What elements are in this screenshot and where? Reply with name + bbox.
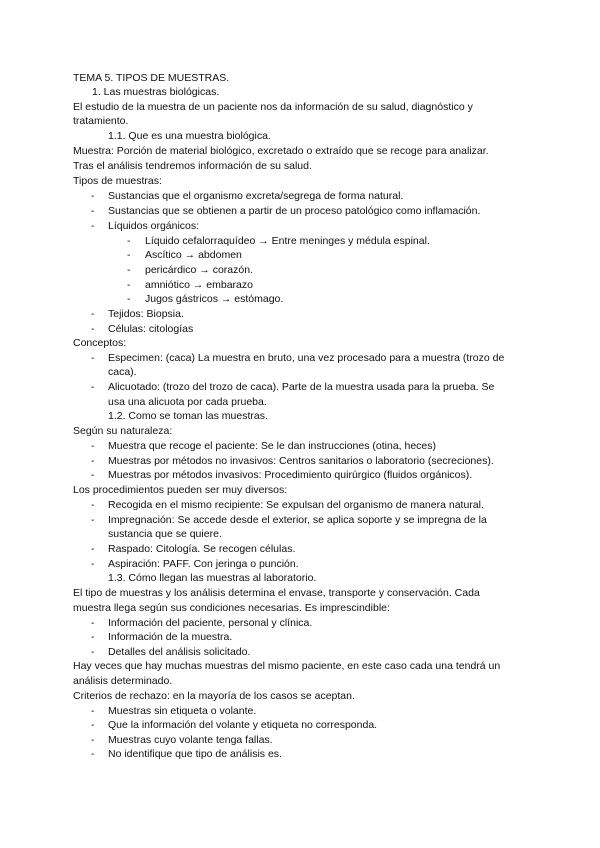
- subsection-heading-1-3: 1.3. Cómo llegan las muestras al laboratorio.: [108, 572, 317, 584]
- list-item: Impregnación: Se accede desde el exterior, se aplica soporte y se impregna de la: [108, 514, 487, 526]
- nested-list-item: Ascítico → abdomen: [145, 249, 242, 261]
- nested-list-item: pericárdico → corazón.: [145, 264, 253, 276]
- bullet-dash: -: [91, 734, 95, 746]
- list-item: Especimen: (caca) La muestra en bruto, una vez procesado para a muestra (trozo de: [108, 352, 505, 364]
- paragraph-line: El tipo de muestras y los análisis determina el envase, transporte y conservación. Cada: [73, 587, 480, 599]
- bullet-dash: -: [91, 631, 95, 643]
- list-item: Muestras sin etiqueta o volante.: [108, 705, 257, 717]
- bullet-dash: -: [91, 205, 95, 217]
- list-item: Muestra que recoge el paciente: Se le dan instrucciones (otina, heces): [108, 440, 437, 452]
- bullet-dash: -: [127, 279, 131, 291]
- list-item: Raspado: Citología. Se recogen células.: [108, 543, 296, 555]
- list-item: Líquidos orgánicos:: [108, 220, 200, 232]
- nested-list-item: Líquido cefalorraquídeo → Entre meninges y médula espinal.: [145, 235, 430, 247]
- subsection-heading-1-1: 1.1. Que es una muestra biológica.: [108, 130, 271, 142]
- bullet-dash: -: [91, 381, 95, 393]
- bullet-dash: -: [91, 308, 95, 320]
- paragraph-line: Hay veces que hay muchas muestras del mismo paciente, en este caso cada una tendrá un: [73, 660, 501, 672]
- bullet-dash: -: [91, 352, 95, 364]
- list-item: Muestras por métodos no invasivos: Centros sanitarios o laboratorio (secreciones).: [108, 455, 494, 467]
- bullet-dash: -: [91, 514, 95, 526]
- document-title: TEMA 5. TIPOS DE MUESTRAS.: [73, 72, 230, 84]
- list-item: Muestras por métodos invasivos: Procedimiento quirúrgico (fluidos orgánicos).: [108, 469, 473, 481]
- bullet-dash: -: [91, 646, 95, 658]
- list-item: Sustancias que se obtienen a partir de un proceso patológico como inflamación.: [108, 205, 481, 217]
- list-item-continuation: usa una alicuota por cada prueba.: [108, 396, 267, 408]
- list-item: Información de la muestra.: [108, 631, 233, 643]
- bullet-dash: -: [127, 235, 131, 247]
- bullet-dash: -: [91, 543, 95, 555]
- bullet-dash: -: [91, 719, 95, 731]
- bullet-dash: -: [91, 220, 95, 232]
- bullet-dash: -: [91, 440, 95, 452]
- bullet-dash: -: [91, 469, 95, 481]
- section-heading-1: 1. Las muestras biológicas.: [92, 86, 220, 98]
- list-item-continuation: sustancia que se quiere.: [108, 528, 222, 540]
- bullet-dash: -: [91, 190, 95, 202]
- list-item: Detalles del análisis solicitado.: [108, 646, 251, 658]
- paragraph-line: muestra llega según sus condiciones necesarias. Es imprescindible:: [73, 602, 390, 614]
- list-heading: Criterios de rechazo: en la mayoría de los casos se aceptan.: [73, 690, 355, 702]
- bullet-dash: -: [127, 249, 131, 261]
- paragraph-line: análisis determinado.: [73, 675, 173, 687]
- list-item: Recogida en el mismo recipiente: Se expulsan del organismo de manera natural.: [108, 499, 484, 511]
- bullet-dash: -: [91, 617, 95, 629]
- bullet-dash: -: [91, 455, 95, 467]
- bullet-dash: -: [91, 499, 95, 511]
- nested-list-item: amniótico → embarazo: [145, 279, 253, 291]
- bullet-dash: -: [91, 558, 95, 570]
- list-item: Células: citologías: [108, 323, 194, 335]
- list-item: Alicuotado: (trozo del trozo de caca). Parte de la muestra usada para la prueba. Se: [108, 381, 495, 393]
- list-item: Muestras cuyo volante tenga fallas.: [108, 734, 273, 746]
- subsection-heading-1-2: 1.2. Como se toman las muestras.: [108, 410, 268, 422]
- paragraph-line: El estudio de la muestra de un paciente nos da información de su salud, diagnóstico y: [73, 101, 473, 113]
- bullet-dash: -: [127, 264, 131, 276]
- list-item-continuation: caca).: [108, 366, 137, 378]
- list-heading: Conceptos:: [73, 337, 127, 349]
- nested-list-item: Jugos gástricos → estómago.: [145, 293, 284, 305]
- list-item: No identifique que tipo de análisis es.: [108, 748, 282, 760]
- list-item: Aspiración: PAFF. Con jeringa o punción.: [108, 558, 299, 570]
- paragraph-line: Muestra: Porción de material biológico, excretado o extraído que se recoge para analizar.: [73, 145, 489, 157]
- paragraph-line: tratamiento.: [73, 115, 129, 127]
- list-item: Que la información del volante y etiqueta no corresponda.: [108, 719, 378, 731]
- list-item: Tejidos: Biopsia.: [108, 308, 184, 320]
- bullet-dash: -: [91, 323, 95, 335]
- list-item: Información del paciente, personal y clínica.: [108, 617, 313, 629]
- bullet-dash: -: [91, 705, 95, 717]
- paragraph-line: Tras el análisis tendremos información de su salud.: [73, 160, 312, 172]
- list-heading: Según su naturaleza:: [73, 425, 173, 437]
- list-heading: Los procedimientos pueden ser muy diversos:: [73, 484, 288, 496]
- bullet-dash: -: [91, 748, 95, 760]
- bullet-dash: -: [127, 293, 131, 305]
- list-heading: Tipos de muestras:: [73, 175, 162, 187]
- list-item: Sustancias que el organismo excreta/segrega de forma natural.: [108, 190, 404, 202]
